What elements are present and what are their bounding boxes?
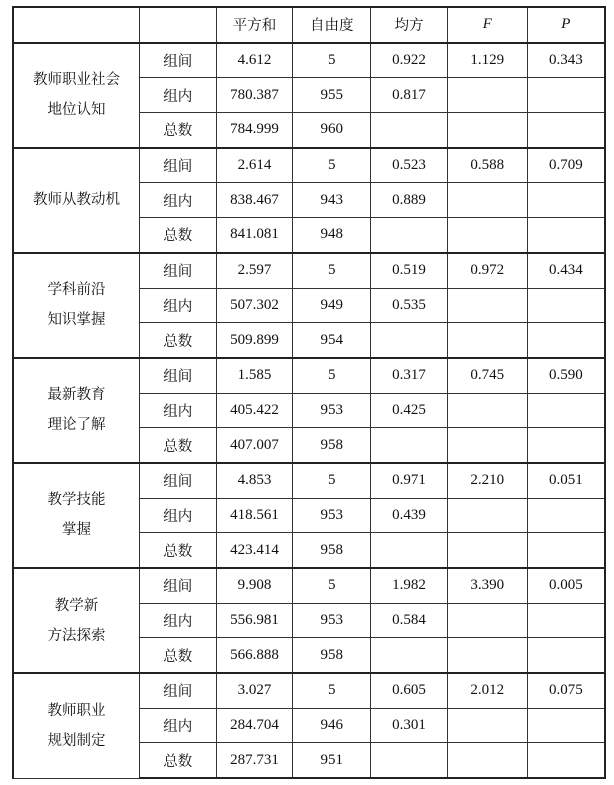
header-p: P [527,7,605,43]
factor-group [13,253,605,358]
sum-of-squares-cell: 1.585 [216,358,293,393]
degrees-of-freedom-cell: 943 [293,183,371,218]
sum-of-squares-cell: 2.614 [216,148,293,183]
table-row [13,463,605,498]
factor-name-line1: 教师职业 [47,702,106,719]
mean-square-cell: 0.519 [371,253,448,288]
degrees-of-freedom-cell: 5 [293,43,371,78]
table-row [13,568,605,603]
p-value-cell [527,113,605,148]
p-value-cell [527,533,605,568]
mean-square-cell [371,323,448,358]
factor-name [13,673,139,778]
factor-name-line1: 教师职业社会 [32,72,120,89]
sum-of-squares-cell: 287.731 [216,743,293,778]
degrees-of-freedom-cell: 953 [293,498,371,533]
table-row [13,148,605,183]
degrees-of-freedom-cell: 948 [293,218,371,253]
factor-group [13,148,605,253]
source-cell: 总数 [139,218,216,253]
mean-square-cell: 0.425 [371,393,448,428]
f-value-cell [447,113,527,148]
degrees-of-freedom-cell: 5 [293,253,371,288]
f-value-cell [447,708,527,743]
degrees-of-freedom-cell: 5 [293,568,371,603]
factor-name-line2: 掌握 [61,522,91,539]
source-cell: 组间 [139,568,216,603]
f-value-cell: 0.745 [447,358,527,393]
degrees-of-freedom-cell: 955 [293,78,371,113]
mean-square-cell [371,638,448,673]
factor-name-line2: 知识掌握 [47,312,106,329]
f-value-cell: 2.210 [447,463,527,498]
sum-of-squares-cell: 784.999 [216,113,293,148]
f-value-cell [447,498,527,533]
sum-of-squares-cell: 838.467 [216,183,293,218]
source-cell: 组间 [139,253,216,288]
header-degrees-of-freedom: 自由度 [293,7,371,43]
degrees-of-freedom-cell: 5 [293,148,371,183]
f-value-cell: 2.012 [447,673,527,708]
f-value-cell: 0.588 [447,148,527,183]
sum-of-squares-cell: 556.981 [216,603,293,638]
sum-of-squares-cell: 780.387 [216,78,293,113]
f-value-cell: 1.129 [447,43,527,78]
factor-name-line1: 教学新 [54,597,99,614]
table-row [13,673,605,708]
degrees-of-freedom-cell: 958 [293,638,371,673]
sum-of-squares-cell: 3.027 [216,673,293,708]
sum-of-squares-cell: 509.899 [216,323,293,358]
sum-of-squares-cell: 9.908 [216,568,293,603]
f-value-cell [447,183,527,218]
mean-square-cell: 0.584 [371,603,448,638]
p-value-cell [527,218,605,253]
mean-square-cell: 0.971 [371,463,448,498]
mean-square-cell [371,743,448,778]
source-cell: 组内 [139,78,216,113]
f-value-cell [447,638,527,673]
mean-square-cell [371,533,448,568]
sum-of-squares-cell: 418.561 [216,498,293,533]
table-row [13,43,605,78]
source-cell: 组间 [139,673,216,708]
sum-of-squares-cell: 507.302 [216,288,293,323]
source-cell: 组间 [139,148,216,183]
source-cell: 组内 [139,288,216,323]
table-row [13,358,605,393]
factor-group [13,568,605,673]
source-cell: 总数 [139,533,216,568]
sum-of-squares-cell: 4.612 [216,43,293,78]
source-cell: 总数 [139,428,216,463]
degrees-of-freedom-cell: 951 [293,743,371,778]
header-mean-square: 均方 [371,7,448,43]
mean-square-cell: 1.982 [371,568,448,603]
degrees-of-freedom-cell: 958 [293,533,371,568]
degrees-of-freedom-cell: 946 [293,708,371,743]
source-cell: 组内 [139,603,216,638]
p-value-cell [527,183,605,218]
factor-name-line2: 理论了解 [47,417,106,434]
header-row [13,7,605,43]
source-cell: 组内 [139,393,216,428]
f-value-cell: 0.972 [447,253,527,288]
f-value-cell: 3.390 [447,568,527,603]
p-value-cell [527,288,605,323]
f-value-cell [447,393,527,428]
source-cell: 组间 [139,43,216,78]
degrees-of-freedom-cell: 954 [293,323,371,358]
mean-square-cell: 0.922 [371,43,448,78]
factor-name-line1: 学科前沿 [47,282,106,299]
mean-square-cell: 0.317 [371,358,448,393]
p-value-cell: 0.434 [527,253,605,288]
p-value-cell: 0.590 [527,358,605,393]
header-sum-of-squares: 平方和 [216,7,293,43]
source-cell: 组间 [139,358,216,393]
factor-name [13,358,139,463]
source-cell: 总数 [139,743,216,778]
sum-of-squares-cell: 841.081 [216,218,293,253]
sum-of-squares-cell: 407.007 [216,428,293,463]
p-value-cell: 0.709 [527,148,605,183]
mean-square-cell [371,113,448,148]
p-value-cell [527,428,605,463]
factor-name-line2: 方法探索 [47,627,106,644]
p-value-cell [527,638,605,673]
f-value-cell [447,603,527,638]
source-cell: 组间 [139,463,216,498]
source-cell: 组内 [139,498,216,533]
p-value-cell: 0.075 [527,673,605,708]
mean-square-cell: 0.889 [371,183,448,218]
f-value-cell [447,78,527,113]
p-value-cell [527,323,605,358]
factor-group [13,358,605,463]
factor-name-line1: 教学技能 [47,492,106,509]
mean-square-cell: 0.439 [371,498,448,533]
sum-of-squares-cell: 423.414 [216,533,293,568]
header-blank-cell-2 [139,7,216,43]
sum-of-squares-cell: 4.853 [216,463,293,498]
source-cell: 总数 [139,323,216,358]
p-value-cell: 0.343 [527,43,605,78]
mean-square-cell: 0.817 [371,78,448,113]
f-value-cell [447,323,527,358]
source-cell: 总数 [139,638,216,673]
sum-of-squares-cell: 284.704 [216,708,293,743]
degrees-of-freedom-cell: 960 [293,113,371,148]
degrees-of-freedom-cell: 958 [293,428,371,463]
degrees-of-freedom-cell: 949 [293,288,371,323]
sum-of-squares-cell: 405.422 [216,393,293,428]
factor-group [13,673,605,778]
factor-name-line1: 最新教育 [47,387,106,404]
p-value-cell [527,743,605,778]
f-value-cell [447,533,527,568]
p-value-cell [527,393,605,428]
factor-group [13,43,605,148]
factor-name [13,568,139,673]
mean-square-cell [371,428,448,463]
p-value-cell [527,78,605,113]
p-value-cell [527,498,605,533]
mean-square-cell: 0.605 [371,673,448,708]
f-value-cell [447,428,527,463]
f-value-cell [447,218,527,253]
source-cell: 组内 [139,183,216,218]
degrees-of-freedom-cell: 5 [293,463,371,498]
mean-square-cell [371,218,448,253]
mean-square-cell: 0.301 [371,708,448,743]
factor-name-line1: 教师从教动机 [32,192,120,209]
f-value-cell [447,743,527,778]
degrees-of-freedom-cell: 953 [293,393,371,428]
anova-table [12,6,606,779]
sum-of-squares-cell: 2.597 [216,253,293,288]
header-blank-cell [13,7,139,43]
p-value-cell: 0.051 [527,463,605,498]
mean-square-cell: 0.523 [371,148,448,183]
degrees-of-freedom-cell: 953 [293,603,371,638]
p-value-cell [527,708,605,743]
f-value-cell [447,288,527,323]
factor-name-line2: 地位认知 [47,102,106,119]
factor-name [13,253,139,358]
mean-square-cell: 0.535 [371,288,448,323]
source-cell: 组内 [139,708,216,743]
factor-name-line2: 规划制定 [47,732,106,749]
header-f: F [447,7,527,43]
factor-name [13,43,139,148]
table-row [13,253,605,288]
factor-group [13,463,605,568]
degrees-of-freedom-cell: 5 [293,358,371,393]
factor-name [13,148,139,253]
sum-of-squares-cell: 566.888 [216,638,293,673]
p-value-cell [527,603,605,638]
factor-name [13,463,139,568]
degrees-of-freedom-cell: 5 [293,673,371,708]
p-value-cell: 0.005 [527,568,605,603]
source-cell: 总数 [139,113,216,148]
